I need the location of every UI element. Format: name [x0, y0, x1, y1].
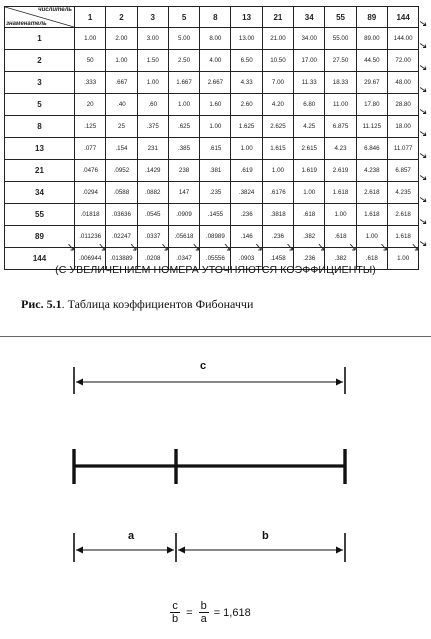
table-cell: 1.00 — [231, 138, 262, 160]
table-cell: 4.238 — [356, 160, 387, 182]
table-cell: .615 — [200, 138, 231, 160]
row-arrow — [420, 198, 426, 202]
table-cell: 1.00 — [325, 204, 356, 226]
table-cell: 2.615 — [294, 138, 325, 160]
table-cell: 55.00 — [325, 28, 356, 50]
table-cell: 6.50 — [231, 50, 262, 72]
table-cell: .625 — [168, 116, 199, 138]
table-cell: .618 — [325, 226, 356, 248]
table-cell: .0476 — [75, 160, 106, 182]
table-cell: 1.00 — [106, 50, 137, 72]
table-cell: 6.875 — [325, 116, 356, 138]
table-cell: 4.23 — [325, 138, 356, 160]
table-cell: .0909 — [168, 204, 199, 226]
row-arrow — [420, 154, 426, 158]
table-cell: 34.00 — [294, 28, 325, 50]
table-cell: 21.00 — [262, 28, 293, 50]
table-cell: .146 — [231, 226, 262, 248]
table-cell: .235 — [200, 182, 231, 204]
table-cell: .40 — [106, 94, 137, 116]
table-cell: .0903 — [231, 248, 262, 270]
table-body — [5, 28, 419, 270]
table-cell: 4.20 — [262, 94, 293, 116]
table-cell: 2.60 — [231, 94, 262, 116]
column-arrow — [350, 244, 355, 250]
table-row — [5, 182, 419, 204]
table-cell: 27.50 — [325, 50, 356, 72]
table-cell: .618 — [356, 248, 387, 270]
table-row — [5, 138, 419, 160]
table-cell: .1458 — [262, 248, 293, 270]
table-cell: 238 — [168, 160, 199, 182]
row-header: 55 — [5, 204, 75, 226]
table-corner-cell — [5, 7, 75, 28]
table-cell: 6.846 — [356, 138, 387, 160]
row-header: 8 — [5, 116, 75, 138]
table-cell: 1.60 — [200, 94, 231, 116]
table-cell: .0294 — [75, 182, 106, 204]
row-header: 21 — [5, 160, 75, 182]
table-cell: 8.00 — [200, 28, 231, 50]
table-cell: 50 — [75, 50, 106, 72]
equals-sign: = — [186, 606, 193, 619]
table-cell: 2.50 — [168, 50, 199, 72]
table-cell: 7.00 — [262, 72, 293, 94]
table-note: (С УВЕЛИЧЕНИЕМ НОМЕРА УТОЧНЯЮТСЯ КОЭФФИЦИЕНТЫ) — [55, 264, 376, 276]
column-arrow — [256, 244, 261, 250]
table-cell: .0337 — [137, 226, 168, 248]
column-header: 89 — [356, 7, 387, 28]
table-cell: 29.67 — [356, 72, 387, 94]
column-header: 144 — [387, 7, 418, 28]
table-cell: 1.00 — [168, 94, 199, 116]
table-cell: .077 — [75, 138, 106, 160]
row-header: 144 — [5, 248, 75, 270]
table-cell: .013889 — [106, 248, 137, 270]
table-cell: .154 — [106, 138, 137, 160]
row-header: 5 — [5, 94, 75, 116]
table-cell: .382 — [294, 226, 325, 248]
table-cell: 4.33 — [231, 72, 262, 94]
table-cell: 11.33 — [294, 72, 325, 94]
table-cell: 2.625 — [262, 116, 293, 138]
table-cell: 18.33 — [325, 72, 356, 94]
table-cell: 89.00 — [356, 28, 387, 50]
table-cell: 11.00 — [325, 94, 356, 116]
row-header: 2 — [5, 50, 75, 72]
golden-ratio-formula — [168, 600, 251, 625]
fibonacci-table-section — [4, 6, 428, 263]
row-arrow — [420, 88, 426, 92]
segment-diagram-svg — [0, 337, 431, 639]
column-header: 55 — [325, 7, 356, 28]
table-cell: 4.235 — [387, 182, 418, 204]
column-header: 34 — [294, 7, 325, 28]
row-arrow — [420, 110, 426, 114]
table-cell: 1.00 — [75, 28, 106, 50]
table-cell: .619 — [231, 160, 262, 182]
column-header: 21 — [262, 7, 293, 28]
table-row — [5, 160, 419, 182]
row-arrow — [420, 66, 426, 70]
column-arrow — [319, 244, 324, 250]
table-cell: .006944 — [75, 248, 106, 270]
table-cell: 1.00 — [262, 160, 293, 182]
table-cell: 1.625 — [231, 116, 262, 138]
golden-ratio-diagram — [0, 337, 431, 639]
table-row — [5, 50, 419, 72]
fibonacci-coefficients-table — [4, 6, 419, 270]
table-cell: 2.00 — [106, 28, 137, 50]
table-cell: .01818 — [75, 204, 106, 226]
table-cell: .333 — [75, 72, 106, 94]
column-arrow — [69, 244, 74, 250]
table-cell: 1.618 — [356, 204, 387, 226]
table-cell: .0208 — [137, 248, 168, 270]
table-cell: 10.50 — [262, 50, 293, 72]
table-cell: 5.00 — [168, 28, 199, 50]
column-header: 8 — [200, 7, 231, 28]
row-arrow — [420, 132, 426, 136]
table-cell: 2.618 — [387, 204, 418, 226]
table-header-row — [5, 7, 419, 28]
table-cell: .0882 — [137, 182, 168, 204]
column-arrow — [162, 244, 167, 250]
table-cell: 147 — [168, 182, 199, 204]
table-cell: .667 — [106, 72, 137, 94]
row-arrows — [420, 6, 430, 248]
table-cell: .05556 — [200, 248, 231, 270]
table-cell: .375 — [137, 116, 168, 138]
table-cell: 17.80 — [356, 94, 387, 116]
table-cell: 44.50 — [356, 50, 387, 72]
table-cell: 144.00 — [387, 28, 418, 50]
row-arrow — [420, 176, 426, 180]
table-cell: 6.857 — [387, 160, 418, 182]
table-cell: .125 — [75, 116, 106, 138]
table-cell: .385 — [168, 138, 199, 160]
column-header: 5 — [168, 7, 199, 28]
row-header: 1 — [5, 28, 75, 50]
table-cell: .05618 — [168, 226, 199, 248]
table-row — [5, 204, 419, 226]
fraction2-numerator: b — [200, 600, 207, 612]
fraction1-denominator: b — [172, 613, 179, 625]
fraction1-numerator: c — [172, 600, 178, 612]
table-cell: 28.80 — [387, 94, 418, 116]
table-cell: 231 — [137, 138, 168, 160]
table-cell: .08989 — [200, 226, 231, 248]
main-segment — [74, 449, 345, 484]
column-arrow — [413, 244, 418, 250]
table-cell: 72.00 — [387, 50, 418, 72]
figure-caption — [21, 297, 253, 312]
figure-number: Рис. 5.1 — [21, 297, 62, 311]
table-cell: .382 — [325, 248, 356, 270]
column-arrows — [4, 244, 424, 254]
dimension-c — [74, 367, 345, 394]
table-cell: .011236 — [75, 226, 106, 248]
table-cell: .381 — [200, 160, 231, 182]
row-arrow — [420, 22, 426, 26]
table-cell: 18.00 — [387, 116, 418, 138]
figure-caption-text: . Таблица коэффициентов Фибоначчи — [61, 297, 254, 311]
column-arrow — [288, 244, 293, 250]
label-b: b — [262, 530, 269, 542]
table-cell: 1.618 — [387, 226, 418, 248]
table-row — [5, 94, 419, 116]
table-cell: 1.00 — [294, 182, 325, 204]
column-header: 1 — [75, 7, 106, 28]
table-row — [5, 72, 419, 94]
table-cell: .236 — [294, 248, 325, 270]
row-header: 89 — [5, 226, 75, 248]
corner-numerator-label: числитель — [38, 7, 72, 13]
table-cell: 1.618 — [325, 182, 356, 204]
table-cell: .3824 — [231, 182, 262, 204]
table-cell: .60 — [137, 94, 168, 116]
table-cell: 48.00 — [387, 72, 418, 94]
column-arrow — [381, 244, 386, 250]
fraction-c-over-b — [170, 600, 180, 625]
table-cell: .236 — [231, 204, 262, 226]
column-arrow — [100, 244, 105, 250]
formula-result: = 1,618 — [213, 606, 251, 619]
table-cell: .1429 — [137, 160, 168, 182]
table-cell: .1455 — [200, 204, 231, 226]
table-cell: 1.00 — [387, 248, 418, 270]
table-cell: 1.619 — [294, 160, 325, 182]
table-cell: .0588 — [106, 182, 137, 204]
table-cell: 6.80 — [294, 94, 325, 116]
table-cell: 13.00 — [231, 28, 262, 50]
label-a: a — [128, 530, 135, 542]
table-cell: 4.00 — [200, 50, 231, 72]
row-arrow — [420, 44, 426, 48]
table-cell: 4.25 — [294, 116, 325, 138]
table-cell: 11.125 — [356, 116, 387, 138]
column-header: 3 — [137, 7, 168, 28]
table-cell: 1.00 — [356, 226, 387, 248]
column-arrow — [194, 244, 199, 250]
fraction-b-over-a — [199, 600, 209, 625]
table-cell: 3.00 — [137, 28, 168, 50]
row-header: 13 — [5, 138, 75, 160]
table-cell: .03636 — [106, 204, 137, 226]
table-cell: .6176 — [262, 182, 293, 204]
table-cell: 1.50 — [137, 50, 168, 72]
column-arrow — [131, 244, 136, 250]
table-cell: 2.619 — [325, 160, 356, 182]
table-cell: 1.00 — [200, 116, 231, 138]
table-cell: 25 — [106, 116, 137, 138]
column-arrow — [225, 244, 230, 250]
table-cell: 2.667 — [200, 72, 231, 94]
table-row — [5, 28, 419, 50]
table-cell: 17.00 — [294, 50, 325, 72]
row-arrow — [420, 220, 426, 224]
column-header: 13 — [231, 7, 262, 28]
table-cell: .236 — [262, 226, 293, 248]
column-header: 2 — [106, 7, 137, 28]
table-cell: .618 — [294, 204, 325, 226]
table-cell: 1.615 — [262, 138, 293, 160]
fraction2-denominator: a — [200, 613, 207, 625]
table-cell: 20 — [75, 94, 106, 116]
table-cell: 11.077 — [387, 138, 418, 160]
table-cell: .02247 — [106, 226, 137, 248]
table-cell: .0545 — [137, 204, 168, 226]
label-c: c — [200, 360, 207, 372]
table-cell: .3818 — [262, 204, 293, 226]
table-row — [5, 116, 419, 138]
table-cell: 1.667 — [168, 72, 199, 94]
table-cell: 2.618 — [356, 182, 387, 204]
corner-denominator-label: знаменатель — [6, 21, 47, 27]
row-header: 34 — [5, 182, 75, 204]
row-header: 3 — [5, 72, 75, 94]
dimension-a-b — [74, 533, 345, 562]
table-cell: .0347 — [168, 248, 199, 270]
table-cell: .0952 — [106, 160, 137, 182]
table-cell: 1.00 — [137, 72, 168, 94]
